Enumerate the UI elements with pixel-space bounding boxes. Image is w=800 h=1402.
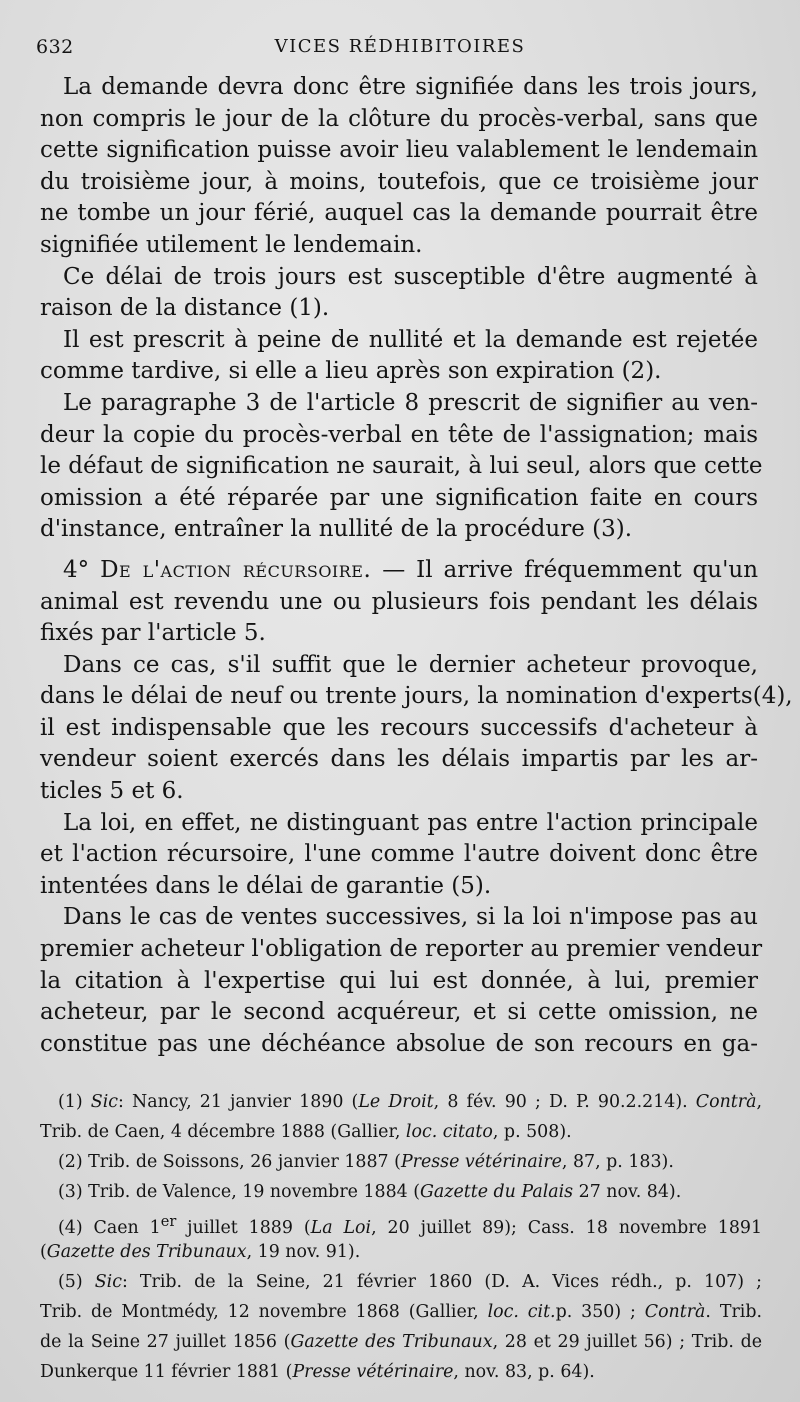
text-line: Ce délai de trois jours est susceptible d'être augmenté à (63, 263, 758, 290)
section-number: 4° (63, 556, 90, 583)
footnote-text: , (756, 1092, 762, 1112)
contra-label: Contrà (644, 1302, 706, 1322)
text-line: le défaut de signification ne saurait, à lui seul, alors que cette (40, 453, 763, 480)
footnote-1-cont (40, 1117, 762, 1147)
section-text: Il arrive fréquemment qu'un (416, 556, 759, 583)
sic-label: Sic (90, 1092, 119, 1112)
loc-citation: loc. cit. (487, 1302, 556, 1322)
footnote-text: : Trib. de la Seine, 21 février 1860 (D. A. Vices rédh., p. 107) ; (121, 1272, 762, 1292)
footnote-text: , 19 nov. 91). (246, 1242, 361, 1262)
section-gap (40, 546, 758, 555)
text-line: La loi, en effet, ne distinguant pas entre l'action principale (63, 809, 758, 836)
footnote-3 (40, 1177, 762, 1207)
source-title: La Loi (310, 1217, 372, 1238)
footnote-text: : Nancy, 21 janvier 1890 ( (118, 1092, 359, 1112)
footnote-text: (4) Caen 1 (58, 1217, 161, 1238)
text-line: La demande devra donc être signifiée dans les trois jours, (63, 74, 758, 100)
text-line: intentées dans le délai de garantie (5). (40, 872, 492, 899)
footnote-text: , 28 et 29 juillet 56) ; Trib. de (492, 1332, 763, 1352)
text-line: dans le délai de neuf ou trente jours, la nomination d'experts(4), (40, 683, 793, 710)
footnote-4 (40, 1207, 762, 1237)
source-title: Presse vétérinaire (292, 1362, 454, 1382)
footnote-5-cont (40, 1297, 762, 1327)
footnote-text: juillet 1889 ( (176, 1217, 311, 1238)
source-title: Gazette du Palais (420, 1182, 574, 1202)
page-header (0, 36, 800, 62)
text-line: et l'action récursoire, l'une comme l'autre doivent donc être (40, 841, 758, 868)
footnote-text: Dunkerque 11 février 1881 ( (40, 1362, 293, 1382)
footnote-1 (40, 1087, 762, 1117)
text-line: du troisième jour, à moins, toutefois, que ce troisième jour (40, 168, 758, 195)
footnote-text: de la Seine 27 juillet 1856 ( (40, 1332, 291, 1352)
footnote-4-cont (40, 1237, 762, 1267)
text-line: comme tardive, si elle a lieu après son expiration (2). (40, 358, 662, 385)
text-line: raison de la distance (1). (40, 295, 330, 322)
source-title: Gazette des Tribunaux (290, 1332, 493, 1352)
source-title: Gazette des Tribunaux (46, 1242, 247, 1262)
text-line: Le paragraphe 3 de l'article 8 prescrit de signifier au ven- (63, 389, 758, 416)
section-heading-line (40, 555, 758, 587)
footnote-text: (3) Trib. de Valence, 19 novembre 1884 ( (58, 1182, 421, 1202)
text-line: deur la copie du procès-verbal en tête de l'assignation; mais (40, 421, 758, 448)
text-line: Il est prescrit à peine de nullité et la demande est rejetée (63, 326, 758, 353)
footnotes (40, 1087, 762, 1387)
body-text (40, 72, 793, 1060)
text-line: animal est revendu une ou plusieurs fois pendant les délais (40, 588, 758, 615)
text-line: il est indispensable que les recours successifs d'acheteur à (40, 714, 758, 741)
text-line: Dans le cas de ventes successives, si la loi n'impose pas au (63, 904, 758, 931)
section-dash: — (382, 556, 406, 583)
text-line: ne tombe un jour férié, auquel cas la demande pourrait être (40, 200, 758, 227)
ordinal-superscript: er (160, 1214, 177, 1230)
footnote-text: , p. 508). (492, 1122, 572, 1142)
footnote-text: ( (40, 1242, 47, 1262)
sic-label: Sic (94, 1272, 122, 1292)
footnote-text: p. 350) ; (555, 1302, 645, 1322)
text-line: fixés par l'article 5. (40, 620, 266, 647)
text-line: d'instance, entraîner la nullité de la procédure (3). (40, 516, 633, 543)
footnote-text: , 8 fév. 90 ; D. P. 90.2.214). (433, 1092, 696, 1112)
footnote-text: , 20 juillet 89); Cass. 18 novembre 1891 (371, 1217, 763, 1238)
source-title: Presse vétérinaire (400, 1152, 562, 1172)
loc-citation: loc. citato (405, 1122, 493, 1142)
source-title: Le Droit (358, 1092, 434, 1112)
footnote-number: (1) (58, 1092, 83, 1112)
text-line: non compris le jour de la clôture du procès-verbal, sans que (40, 105, 758, 132)
text-line: vendeur soient exercés dans les délais impartis par les ar- (40, 746, 758, 773)
page-number: 632 (36, 36, 74, 58)
text-line: ticles 5 et 6. (40, 778, 184, 805)
footnote-text: (2) Trib. de Soissons, 26 janvier 1887 ( (58, 1152, 401, 1172)
contra-label: Contrà (695, 1092, 757, 1112)
text-line: Dans ce cas, s'il suffit que le dernier acheteur provoque, (63, 651, 758, 678)
footnote-text: . Trib. (705, 1302, 762, 1322)
running-head: VICES RÉDHIBITOIRES (274, 36, 526, 57)
footnote-5-cont (40, 1357, 762, 1387)
footnote-5-cont (40, 1327, 762, 1357)
footnote-2 (40, 1147, 762, 1177)
footnote-text: , 87, p. 183). (561, 1152, 674, 1172)
text-line: omission a été réparée par une signification faite en cours (40, 484, 758, 511)
text-line: la citation à l'expertise qui lui est donnée, à lui, premier (40, 967, 758, 994)
text-line: signifiée utilement le lendemain. (40, 231, 423, 258)
footnote-text: Trib. de Caen, 4 décembre 1888 (Gallier, (40, 1122, 406, 1142)
footnote-number: (5) (58, 1272, 83, 1292)
footnote-5 (40, 1267, 762, 1297)
text-line: cette signification puisse avoir lieu valablement le lendemain (40, 137, 758, 164)
section-title: De l'action récursoire. (100, 556, 372, 583)
text-line: acheteur, par le second acquéreur, et si cette omission, ne (40, 999, 758, 1026)
text-line: premier acheteur l'obligation de reporter au premier vendeur (40, 936, 763, 963)
footnote-text: 27 nov. 84). (573, 1182, 682, 1202)
footnote-text: Trib. de Montmédy, 12 novembre 1868 (Gallier, (40, 1302, 488, 1322)
text-line: constitue pas une déchéance absolue de son recours en ga- (40, 1030, 758, 1057)
footnote-text: , nov. 83, p. 64). (453, 1362, 595, 1382)
